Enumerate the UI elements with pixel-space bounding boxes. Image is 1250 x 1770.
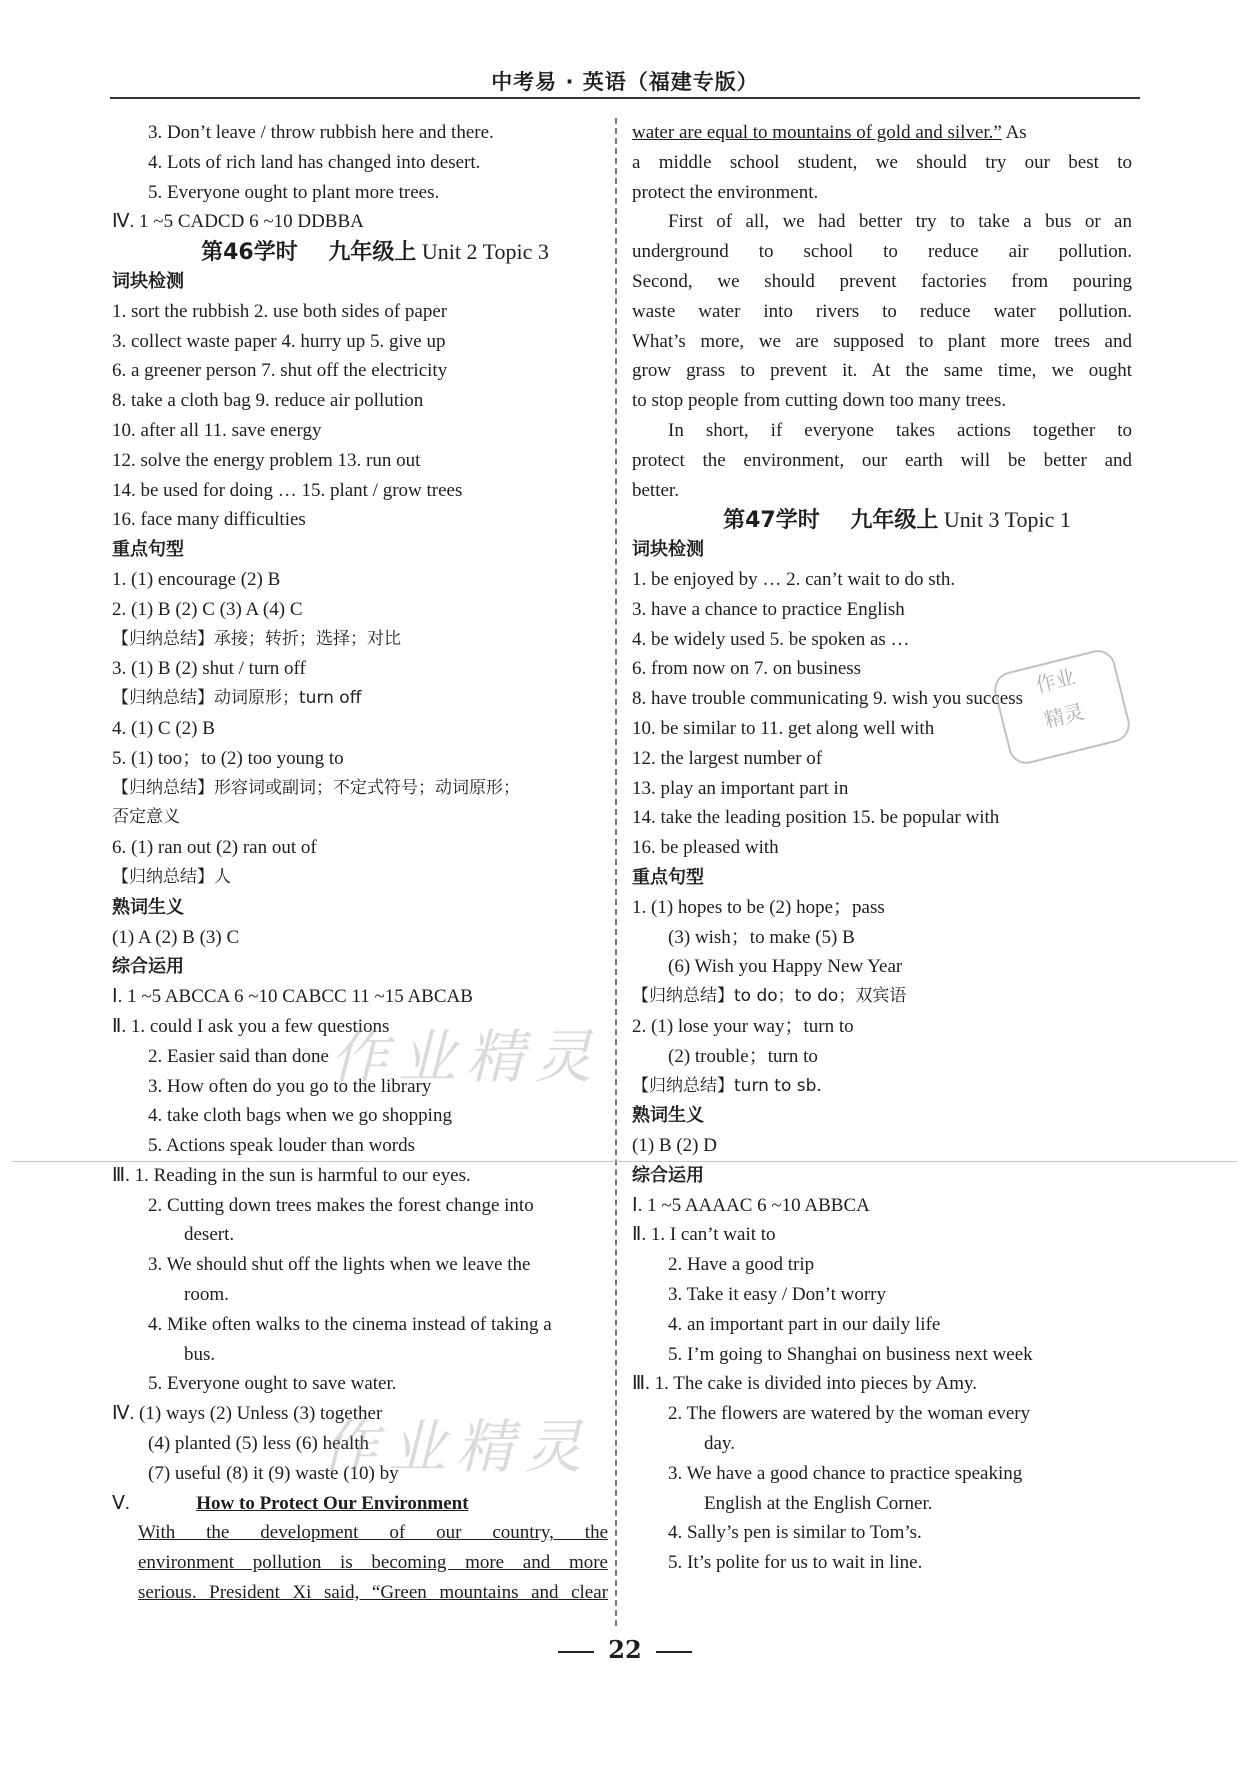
text-line: 1. (1) encourage (2) B — [112, 568, 281, 590]
left-column — [112, 118, 608, 1608]
essay-line — [632, 118, 1132, 148]
lesson-unit: Unit 3 Topic 1 — [938, 507, 1071, 533]
lesson-grade: 九年级上 — [819, 508, 939, 534]
text-line: 2. Cutting down trees makes the forest change into — [148, 1194, 534, 1216]
section-heading: 熟词生义 — [112, 896, 184, 918]
text-line: 3. have a chance to practice English — [632, 598, 905, 620]
essay-line: protect the environment, our earth will be better and — [632, 449, 1132, 471]
text-line: 1. sort the rubbish 2. use both sides of paper — [112, 300, 448, 322]
text-line: 3. (1) B (2) shut / turn off — [112, 658, 306, 680]
section-heading: 熟词生义 — [632, 1105, 704, 1127]
essay-title-text: How to Protect Our Environment — [196, 1492, 469, 1514]
watermark-lower: 作业精灵 — [320, 1413, 593, 1481]
text-line: 6. (1) ran out (2) ran out of — [112, 837, 317, 859]
essay-title — [112, 1489, 608, 1519]
text-line: 8. take a cloth bag 9. reduce air pollution — [112, 390, 424, 412]
right-column — [632, 118, 1132, 1578]
summary-line: 【归纳总结】动词原形；turn off — [112, 688, 362, 709]
text-line: 2. (1) lose your way；turn to — [632, 1015, 854, 1037]
summary-line: 【归纳总结】形容词或副词；不定式符号；动词原形； — [112, 777, 520, 798]
text-line: 4. take cloth bags when we go shopping — [148, 1105, 452, 1127]
section-heading: 重点句型 — [112, 539, 184, 561]
essay-line: environment pollution is becoming more and more — [138, 1552, 608, 1574]
lesson-heading — [112, 237, 608, 267]
text-line: 5. It’s polite for us to wait in line. — [668, 1552, 923, 1574]
text-line: 5. Actions speak louder than words — [148, 1135, 416, 1157]
text-line: to stop people from cutting down too many trees. — [632, 390, 1007, 412]
text-line: (2) trouble；turn to — [668, 1045, 818, 1067]
essay-quote-underlined: water are equal to mountains of gold and silver.” — [632, 122, 1002, 143]
essay-line: In short, if everyone takes actions together to — [668, 419, 1132, 441]
page-number-dash-left — [558, 1651, 594, 1653]
text-line: 10. after all 11. save energy — [112, 419, 322, 441]
text-line: 8. have trouble communicating 9. wish you success — [632, 688, 1024, 710]
stamp-line-2: 精灵 — [1041, 699, 1087, 733]
text-line: bus. — [184, 1343, 216, 1365]
text-line: 6. from now on 7. on business — [632, 658, 862, 680]
essay-roman-numeral: Ⅴ. — [112, 1492, 197, 1514]
text-line: 16. be pleased with — [632, 837, 779, 859]
text-line: 12. solve the energy problem 13. run out — [112, 449, 421, 471]
page-header: 中考易 · 英语（福建专版） — [491, 70, 759, 94]
text-line: 16. face many difficulties — [112, 509, 306, 531]
text-line: 3. collect waste paper 4. hurry up 5. give up — [112, 330, 446, 352]
text-line: 5. Everyone ought to plant more trees. — [148, 181, 440, 203]
text-line: English at the English Corner. — [704, 1492, 933, 1514]
stamp-line-1: 作业 — [1033, 664, 1078, 698]
text-line: (3) wish；to make (5) B — [668, 926, 855, 948]
text-line: 2. Have a good trip — [668, 1254, 815, 1276]
section-heading: 重点句型 — [632, 866, 704, 888]
watermark-upper: 作业精灵 — [330, 1023, 603, 1091]
text-line: 4. (1) C (2) B — [112, 717, 215, 739]
essay-line: underground to school to reduce air pollution. — [632, 241, 1132, 263]
text-line: Ⅰ. 1 ~5 AAAAC 6 ~10 ABBCA — [632, 1194, 870, 1216]
summary-line: 【归纳总结】to do；to do；双宾语 — [632, 986, 907, 1007]
text-line: 2. (1) B (2) C (3) A (4) C — [112, 598, 303, 620]
essay-line: Second, we should prevent factories from pouring — [632, 270, 1132, 292]
summary-line: 【归纳总结】人 — [112, 866, 231, 887]
essay-line: a middle school student, we should try our best to — [632, 151, 1132, 173]
text-line: day. — [704, 1433, 735, 1455]
text-line: Ⅲ. 1. Reading in the sun is harmful to our eyes. — [112, 1164, 471, 1186]
text-line: (6) Wish you Happy New Year — [668, 956, 903, 978]
lesson-number: 第47学时 — [723, 508, 820, 534]
text-line: 2. The flowers are watered by the woman every — [668, 1403, 1031, 1425]
text-line: Ⅳ. (1) ways (2) Unless (3) together — [112, 1403, 383, 1425]
text-line: 1. be enjoyed by … 2. can’t wait to do sth. — [632, 568, 956, 590]
section-heading: 综合运用 — [632, 1164, 704, 1186]
lesson-grade: 九年级上 — [297, 240, 417, 266]
essay-line: serious. President Xi said, “Green mountains and clear — [138, 1582, 608, 1604]
text-line: (4) planted (5) less (6) health — [148, 1433, 370, 1455]
essay-line: With the development of our country, the — [138, 1522, 608, 1544]
text-line: Ⅳ. 1 ~5 CADCD 6 ~10 DDBBA — [112, 211, 364, 233]
text-line: 3. Don’t leave / throw rubbish here and there. — [148, 122, 494, 143]
text-line: (7) useful (8) it (9) waste (10) by — [148, 1462, 399, 1484]
text-line: room. — [184, 1284, 229, 1306]
text-line: 1. (1) hopes to be (2) hope；pass — [632, 896, 885, 918]
text-line: 4. Mike often walks to the cinema instead of taking a — [148, 1313, 552, 1335]
column-divider — [615, 118, 617, 1626]
essay-line: grow grass to prevent it. At the same time, we ought — [632, 360, 1132, 382]
text-line: 14. take the leading position 15. be popular with — [632, 807, 1000, 829]
section-heading: 综合运用 — [112, 956, 184, 978]
essay-line: waste water into rivers to reduce water pollution. — [632, 300, 1132, 322]
lesson-unit: Unit 2 Topic 3 — [416, 239, 549, 265]
text-line: 3. How often do you go to the library — [148, 1075, 432, 1097]
text-line: 3. Take it easy / Don’t worry — [668, 1284, 887, 1306]
text-line: better. — [632, 479, 679, 501]
text-line: (1) A (2) B (3) C — [112, 926, 240, 948]
summary-line: 【归纳总结】turn to sb. — [632, 1075, 822, 1096]
text-line: 3. We have a good chance to practice speaking — [668, 1462, 1023, 1484]
text-line: Ⅲ. 1. The cake is divided into pieces by Amy. — [632, 1373, 978, 1395]
text-line: 4. an important part in our daily life — [668, 1313, 941, 1335]
text-line: desert. — [184, 1224, 235, 1246]
text-line: 4. be widely used 5. be spoken as … — [632, 628, 910, 650]
section-heading: 词块检测 — [112, 270, 184, 292]
text-line: 13. play an important part in — [632, 777, 849, 799]
text-line: 5. Everyone ought to save water. — [148, 1373, 397, 1395]
text-line: protect the environment. — [632, 181, 819, 203]
text-line: Ⅰ. 1 ~5 ABCCA 6 ~10 CABCC 11 ~15 ABCAB — [112, 986, 473, 1008]
text-line: 3. We should shut off the lights when we leave the — [148, 1254, 531, 1276]
text-line: Ⅱ. 1. I can’t wait to — [632, 1224, 776, 1246]
text-line: 6. a greener person 7. shut off the electricity — [112, 360, 448, 382]
text-line: 10. be similar to 11. get along well with — [632, 717, 935, 739]
text-line: (1) B (2) D — [632, 1135, 717, 1157]
page-number-dash-right — [656, 1651, 692, 1653]
essay-quote-rest: As — [1001, 122, 1027, 143]
page-number — [0, 1635, 1250, 1664]
header-rule — [110, 97, 1140, 99]
text-line: Ⅱ. 1. could I ask you a few questions — [112, 1015, 390, 1037]
text-line: 5. (1) too；to (2) too young to — [112, 747, 344, 769]
summary-line: 否定意义 — [112, 807, 180, 828]
text-line: 12. the largest number of — [632, 747, 823, 769]
text-line: 14. be used for doing … 15. plant / grow trees — [112, 479, 463, 501]
essay-line: First of all, we had better try to take a bus or an — [668, 211, 1132, 233]
text-line: 4. Lots of rich land has changed into desert. — [148, 151, 481, 173]
essay-line: What’s more, we are supposed to plant more trees and — [632, 330, 1132, 352]
page-number-value: 22 — [608, 1635, 642, 1664]
section-heading: 词块检测 — [632, 539, 704, 561]
text-line: 5. I’m going to Shanghai on business next week — [668, 1343, 1033, 1365]
summary-line: 【归纳总结】承接；转折；选择；对比 — [112, 628, 401, 649]
text-line: 4. Sally’s pen is similar to Tom’s. — [668, 1522, 922, 1544]
lesson-number: 第46学时 — [201, 240, 298, 266]
text-line: 2. Easier said than done — [148, 1045, 329, 1067]
lesson-heading — [632, 505, 1132, 535]
